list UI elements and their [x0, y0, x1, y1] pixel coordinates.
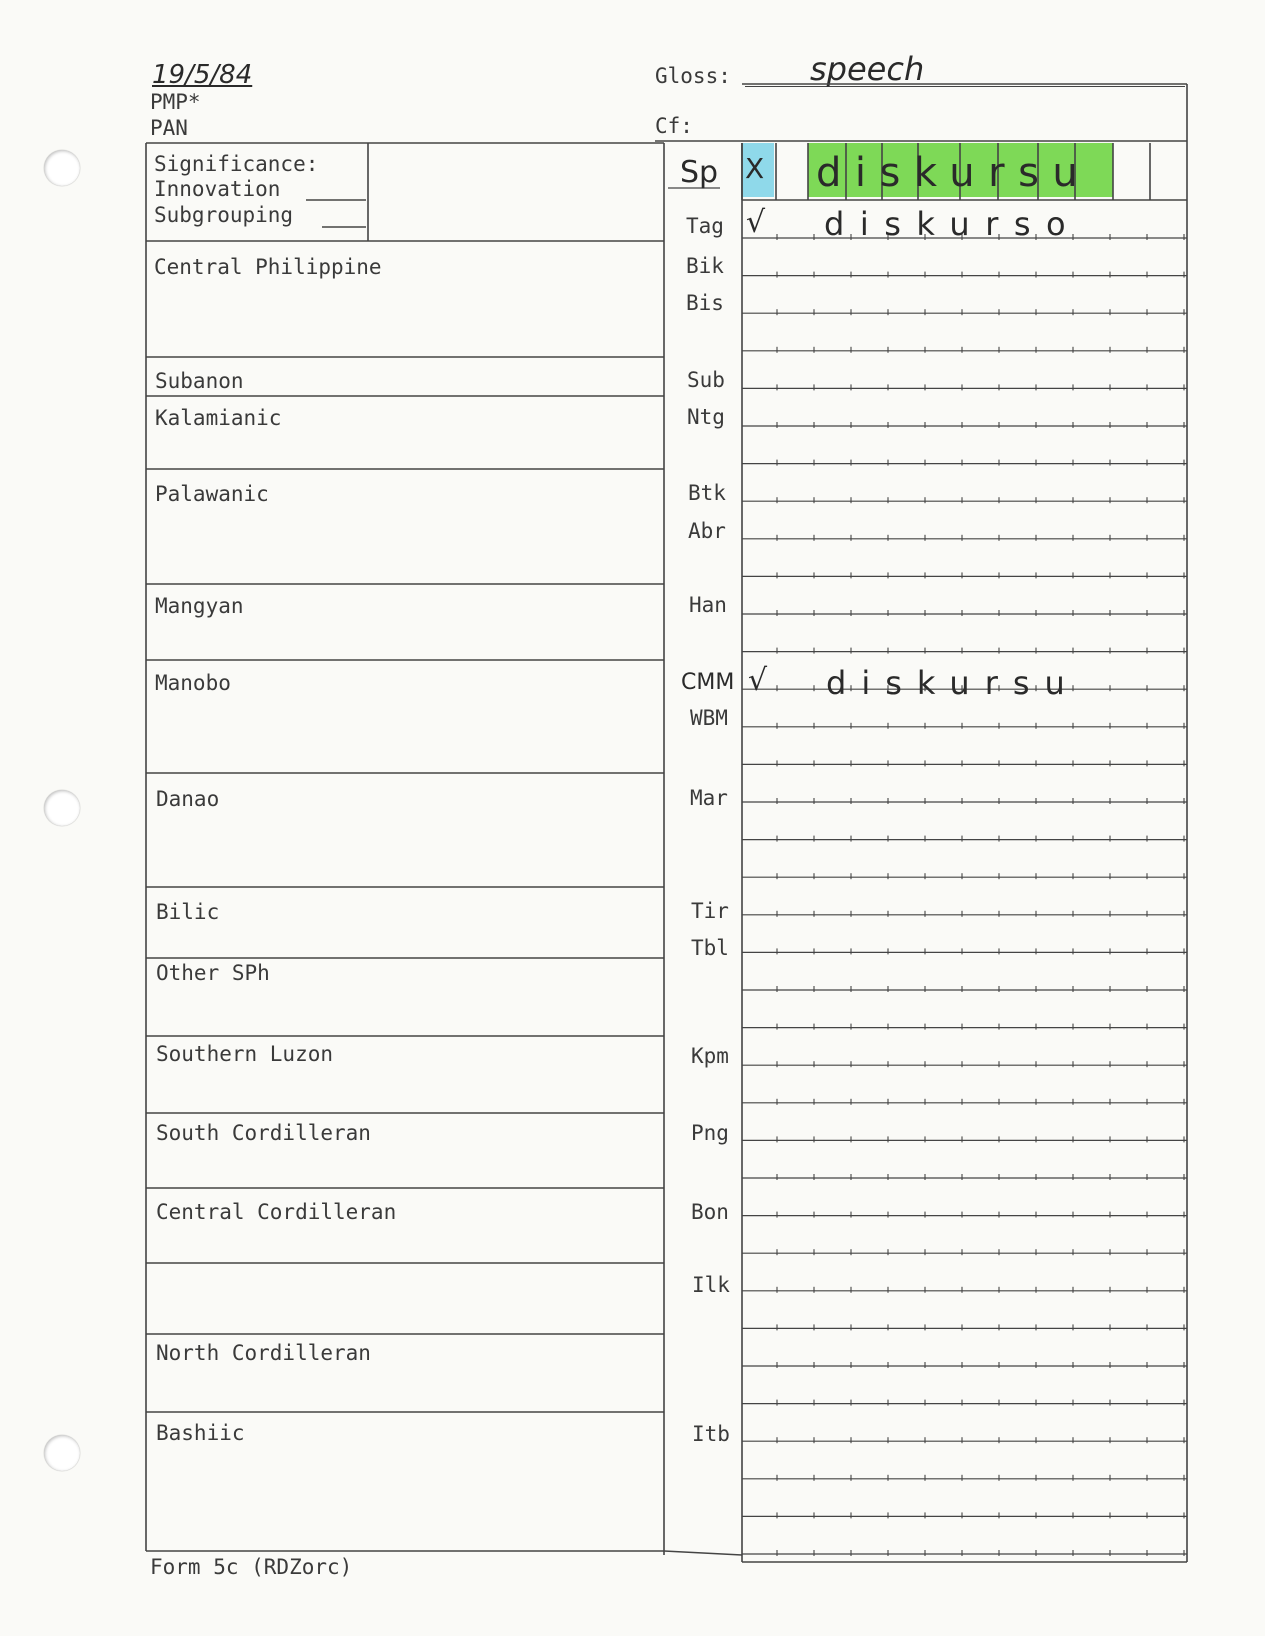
- code-cmm: CMM: [681, 670, 735, 695]
- innovation-label: Innovation: [154, 177, 281, 201]
- tag-form: diskurso: [824, 205, 1082, 243]
- cf-label: Cf:: [655, 114, 693, 138]
- sp-code: Sp: [680, 155, 719, 190]
- code-tbl: Tbl: [691, 936, 729, 960]
- date: 19/5/84: [152, 60, 253, 90]
- cmm-mark: √: [748, 663, 768, 698]
- code-bik: Bik: [686, 254, 724, 278]
- group-central-cordilleran: Central Cordilleran: [156, 1200, 397, 1224]
- code-abr: Abr: [688, 519, 726, 543]
- subgrouping-label: Subgrouping: [154, 203, 294, 227]
- code-sub: Sub: [687, 368, 725, 392]
- code-han: Han: [689, 593, 727, 617]
- pmp-label: PMP*: [150, 90, 201, 114]
- group-manobo: Manobo: [155, 671, 231, 695]
- code-bis: Bis: [686, 291, 724, 315]
- code-mar: Mar: [690, 786, 728, 810]
- code-wbm: WBM: [690, 706, 728, 730]
- code-bon: Bon: [691, 1200, 729, 1224]
- significance-title: Significance:: [154, 152, 319, 176]
- group-bashiic: Bashiic: [156, 1421, 245, 1445]
- code-btk: Btk: [688, 481, 726, 505]
- group-mangyan: Mangyan: [155, 594, 244, 618]
- code-ntg: Ntg: [687, 405, 725, 429]
- group-palawanic: Palawanic: [155, 482, 269, 506]
- sp-form: diskursu: [816, 150, 1092, 196]
- group-subanon: Subanon: [155, 369, 244, 393]
- group-bilic: Bilic: [156, 900, 220, 924]
- gloss-label: Gloss:: [655, 64, 731, 88]
- group-north-cordilleran: North Cordilleran: [156, 1341, 371, 1365]
- group-other-sph: Other SPh: [156, 961, 270, 985]
- group-danao: Danao: [156, 787, 220, 811]
- tag-mark: √: [746, 205, 766, 240]
- pan-label: PAN: [150, 116, 188, 140]
- code-tir: Tir: [691, 899, 729, 923]
- code-itb: Itb: [692, 1422, 730, 1446]
- sp-mark: X: [745, 152, 765, 185]
- group-southern-luzon: Southern Luzon: [156, 1042, 334, 1066]
- code-tag: Tag: [686, 214, 724, 238]
- gloss-value: speech: [810, 50, 925, 88]
- cmm-form: diskursu: [826, 664, 1080, 702]
- code-png: Png: [691, 1121, 729, 1145]
- code-kpm: Kpm: [691, 1044, 729, 1068]
- code-ilk: Ilk: [692, 1273, 730, 1297]
- group-south-cordilleran: South Cordilleran: [156, 1121, 371, 1145]
- group-central-philippine: Central Philippine: [154, 255, 382, 279]
- footer-form-label: Form 5c (RDZorc): [150, 1555, 353, 1579]
- group-kalamianic: Kalamianic: [155, 406, 282, 430]
